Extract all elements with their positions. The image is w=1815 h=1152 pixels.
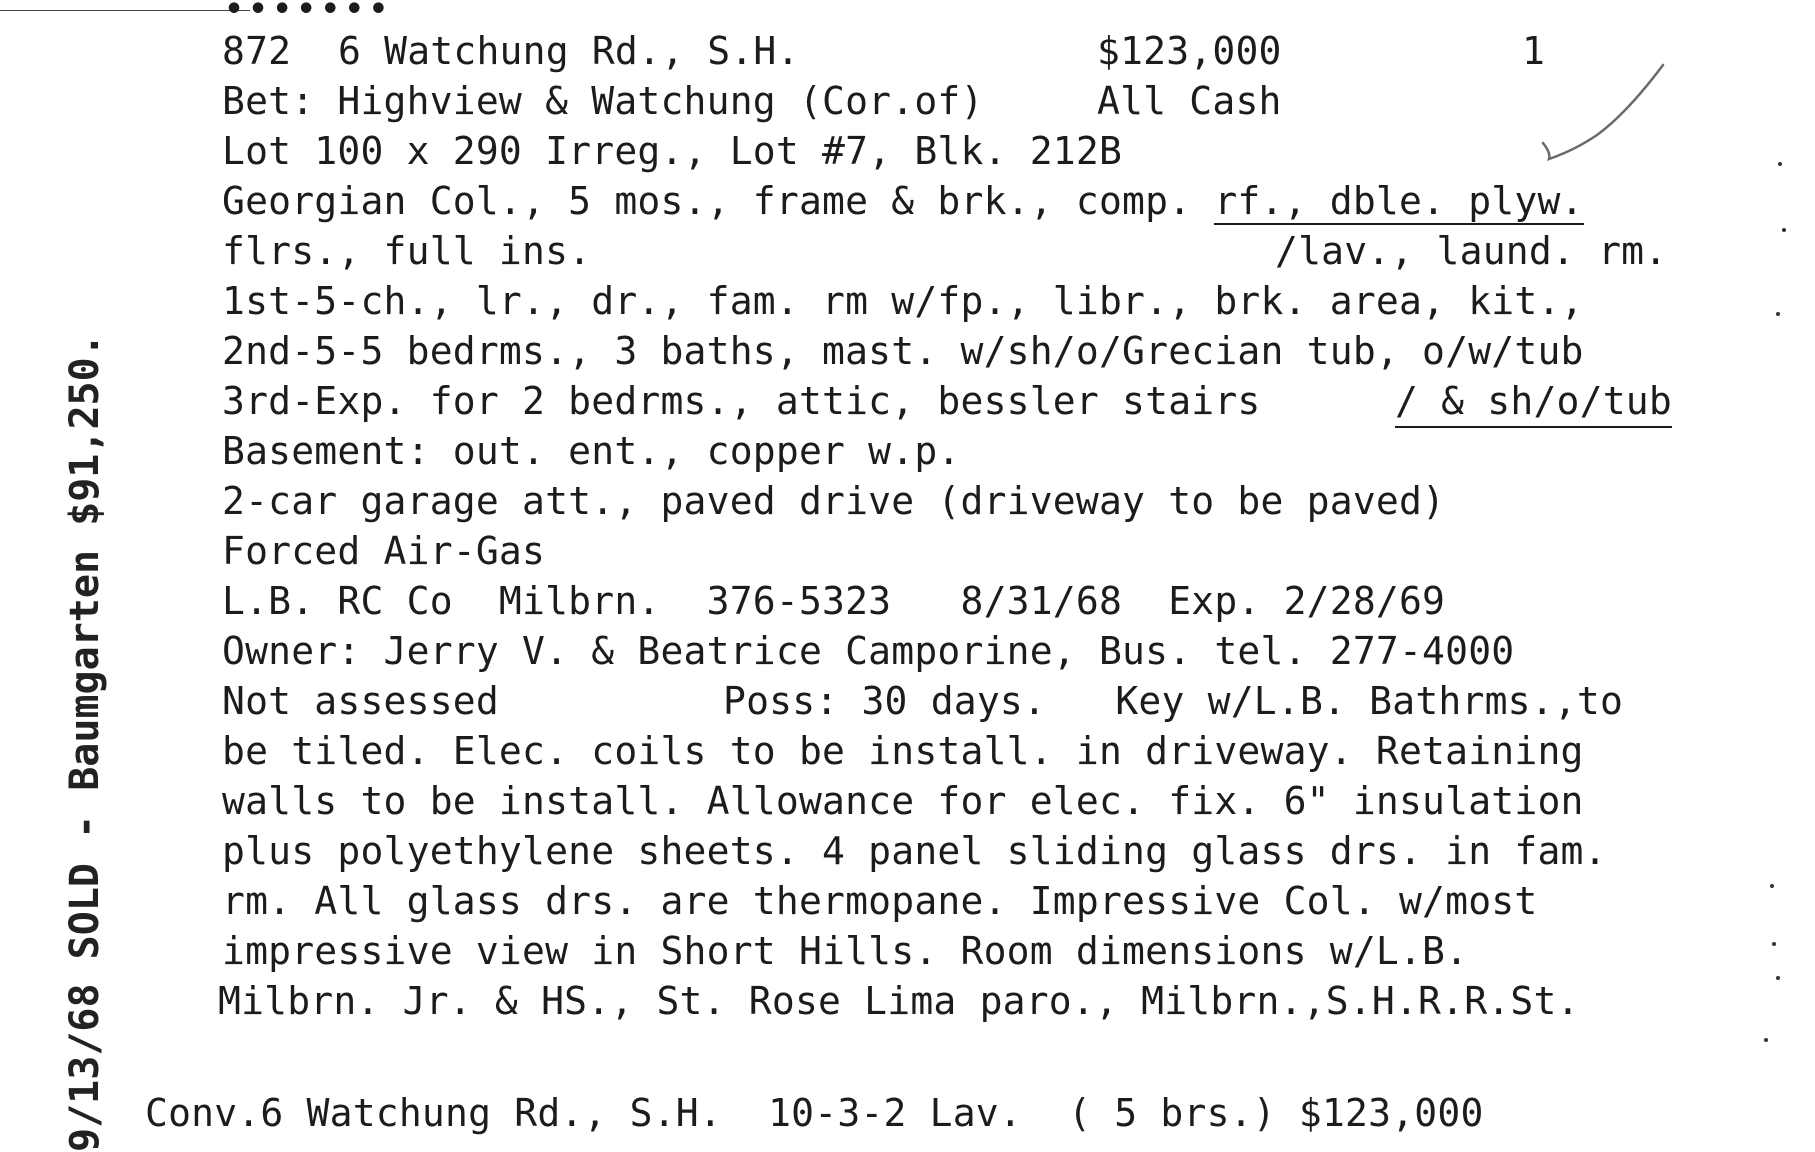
style-line-text: Georgian Col., 5 mos., frame & brk., comp. [222, 179, 1215, 223]
top-dots: ••••••• [225, 0, 394, 27]
remarks-line: rm. All glass drs. are thermopane. Impressive Col. w/most [222, 879, 1538, 923]
check-mark-icon [1535, 55, 1675, 165]
first-floor-line: 1st-5-ch., lr., dr., fam. rm w/fp., libr., brk. area, kit., [222, 279, 1584, 323]
lot-line: Lot 100 x 290 Irreg., Lot #7, Blk. 212B [222, 129, 1123, 173]
summary-line: Conv.6 Watchung Rd., S.H. 10-3-2 Lav. ( 5 brs.) $123,000 [145, 1091, 1484, 1135]
style-line-underlined: rf., dble. plyw. [1214, 179, 1584, 223]
listing-number: 872 [222, 29, 292, 73]
floors-line: flrs., full ins. [222, 229, 592, 273]
assessment: Not assessed [222, 679, 499, 723]
heat-line: Forced Air-Gas [222, 529, 546, 573]
between-line: Bet: Highview & Watchung (Cor.of) [222, 79, 984, 123]
owner-line: Owner: Jerry V. & Beatrice Camporine, Bus. tel. 277-4000 [222, 629, 1515, 673]
remarks-line: plus polyethylene sheets. 4 panel sliding glass drs. in fam. [222, 829, 1607, 873]
remarks-line: impressive view in Short Hills. Room dimensions w/L.B. [222, 929, 1469, 973]
garage-line: 2-car garage att., paved drive (driveway to be paved) [222, 479, 1446, 523]
terms: All Cash [1097, 79, 1282, 123]
third-floor-line: 3rd-Exp. for 2 bedrms., attic, bessler stairs [222, 379, 1261, 423]
edge-speck [1770, 884, 1774, 888]
sold-note: 9/13/68 SOLD - Baumgarten $91,250. [62, 333, 108, 1152]
listing-price: $123,000 [1097, 29, 1282, 73]
style-line [222, 176, 1584, 226]
remarks-line: be tiled. Elec. coils to be install. in driveway. Retaining [222, 729, 1584, 773]
edge-speck [1772, 942, 1776, 946]
edge-speck [1778, 162, 1782, 166]
lav-line: /lav., laund. rm. [1275, 229, 1668, 273]
broker-line: L.B. RC Co Milbrn. 376-5323 8/31/68 Exp. 2/28/69 [222, 579, 1446, 623]
remarks-line: walls to be install. Allowance for elec. fix. 6" insulation [222, 779, 1584, 823]
basement-line: Basement: out. ent., copper w.p. [222, 429, 961, 473]
edge-speck [1776, 312, 1780, 316]
third-floor-addition: / & sh/o/tub [1395, 376, 1672, 428]
possession-line: Poss: 30 days. Key w/L.B. Bathrms.,to [723, 679, 1624, 723]
edge-speck [1776, 976, 1780, 980]
top-rule [0, 10, 250, 11]
sheet-number: 1 [1522, 29, 1546, 73]
listing-address: 6 Watchung Rd., S.H. [338, 29, 800, 73]
second-floor-line: 2nd-5-5 bedrms., 3 baths, mast. w/sh/o/Grecian tub, o/w/tub [222, 329, 1584, 373]
edge-speck [1782, 228, 1786, 232]
edge-speck [1764, 1038, 1768, 1042]
remarks-line: Milbrn. Jr. & HS., St. Rose Lima paro., Milbrn.,S.H.R.R.St. [218, 979, 1580, 1023]
